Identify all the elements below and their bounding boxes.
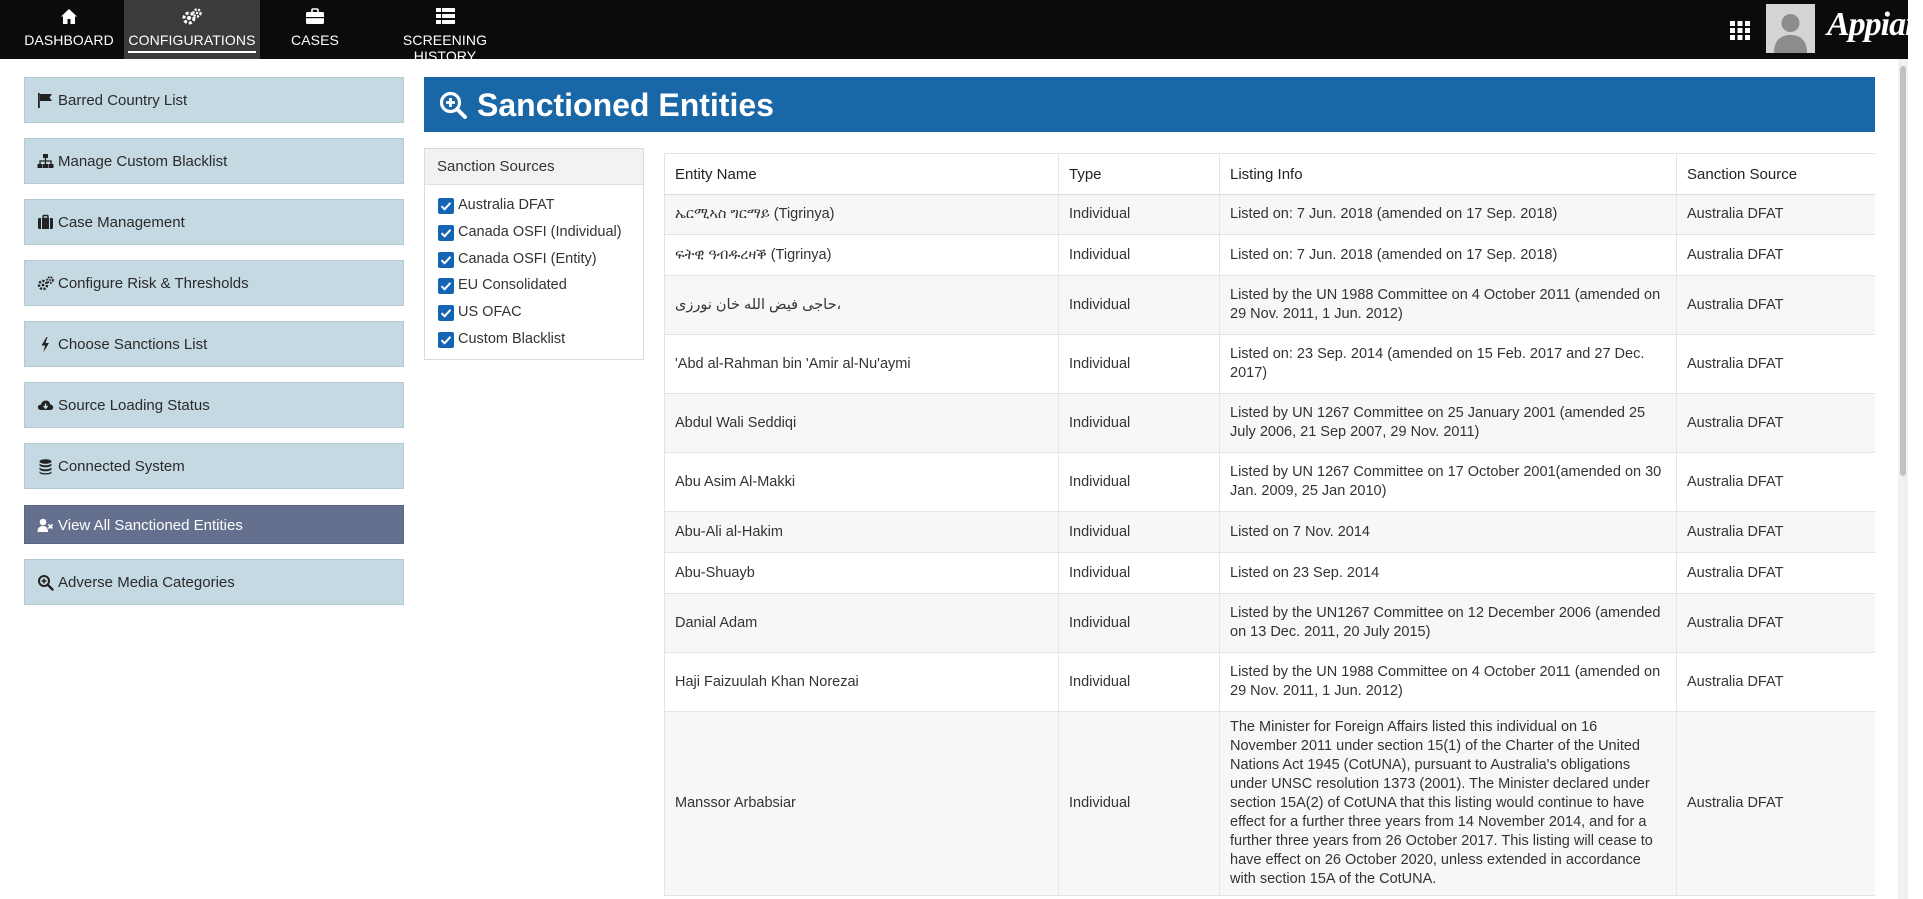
sanctioned-entities-grid xyxy=(664,153,1874,899)
cell-type: Individual xyxy=(1059,594,1220,653)
sidebar-item-label: Connected System xyxy=(58,458,185,475)
cell-sanction-source: Australia DFAT xyxy=(1677,512,1875,553)
cell-type: Individual xyxy=(1059,335,1220,394)
sitemap-icon xyxy=(37,153,54,170)
cell-entity-name: Manssor Arbabsiar xyxy=(665,712,1059,896)
cell-type: Individual xyxy=(1059,235,1220,276)
sidebar-item-label: Barred Country List xyxy=(58,92,188,109)
user-silhouette-icon xyxy=(1766,4,1815,53)
checkbox-checked-icon[interactable] xyxy=(438,198,454,214)
cell-entity-name: حاجی فیض الله خان نورزی، xyxy=(665,276,1059,335)
table-row[interactable] xyxy=(665,453,1875,512)
sidebar-item-label: Source Loading Status xyxy=(58,397,210,414)
nav-screening-history[interactable] xyxy=(372,0,518,64)
nav-configurations-label: CONFIGURATIONS xyxy=(128,32,255,53)
sidebar-item-source-loading-status[interactable] xyxy=(24,382,404,428)
list-icon xyxy=(372,8,518,30)
top-navigation-bar xyxy=(0,0,1923,64)
flag-icon xyxy=(37,92,54,109)
search-plus-icon xyxy=(37,574,54,591)
sidebar-item-configure-risk-thresholds[interactable] xyxy=(24,260,404,306)
sidebar-item-barred-country-list[interactable] xyxy=(24,77,404,123)
search-plus-icon xyxy=(438,90,468,120)
sidebar-item-adverse-media-categories[interactable] xyxy=(24,559,404,605)
cell-sanction-source: Australia DFAT xyxy=(1677,653,1875,712)
sidebar-item-label: View All Sanctioned Entities xyxy=(58,517,243,534)
user-times-icon xyxy=(37,517,54,534)
sidebar-item-label: Adverse Media Categories xyxy=(58,574,235,591)
column-header-sanction-source[interactable]: Sanction Source xyxy=(1677,154,1875,195)
filter-title: Sanction Sources xyxy=(437,158,555,175)
cell-entity-name: Abdul Wali Seddiqi xyxy=(665,394,1059,453)
appian-logo: Appian xyxy=(1827,6,1923,43)
page-header xyxy=(424,77,1875,132)
cell-entity-name: 'Abd al-Rahman bin 'Amir al-Nu'aymi xyxy=(665,335,1059,394)
cell-sanction-source: Australia DFAT xyxy=(1677,553,1875,594)
filter-header xyxy=(425,149,643,185)
cell-listing-info: Listed on: 7 Jun. 2018 (amended on 17 Sep. 2018) xyxy=(1220,195,1677,235)
table-row[interactable] xyxy=(665,394,1875,453)
sidebar-item-label: Manage Custom Blacklist xyxy=(58,153,228,170)
cell-type: Individual xyxy=(1059,453,1220,512)
cell-listing-info: Listed by the UN1267 Committee on 12 December 2006 (amended on 13 Dec. 2011, 20 July 2015) xyxy=(1220,594,1677,653)
cell-entity-name: ፍትዊ ዓብዱረዛቕ (Tigrinya) xyxy=(665,235,1059,276)
sidebar-item-connected-system[interactable] xyxy=(24,443,404,489)
cell-entity-name: Danial Adam xyxy=(665,594,1059,653)
column-header-entity-name[interactable]: Entity Name xyxy=(665,154,1059,195)
cloud-download-icon xyxy=(37,397,54,414)
checkbox-label: EU Consolidated xyxy=(458,277,567,293)
gears-icon xyxy=(37,275,54,292)
sidebar-item-case-management[interactable] xyxy=(24,199,404,245)
cell-type: Individual xyxy=(1059,394,1220,453)
cell-entity-name: Haji Faizuulah Khan Norezai xyxy=(665,653,1059,712)
cell-listing-info: Listed on 7 Nov. 2014 xyxy=(1220,512,1677,553)
cell-listing-info: Listed by the UN 1988 Committee on 4 October 2011 (amended on 29 Nov. 2011, 1 Jun. 2012) xyxy=(1220,276,1677,335)
page-scrollbar-thumb[interactable] xyxy=(1900,66,1906,476)
cell-sanction-source: Australia DFAT xyxy=(1677,712,1875,896)
cell-sanction-source: Australia DFAT xyxy=(1677,235,1875,276)
cell-listing-info: Listed on 23 Sep. 2014 xyxy=(1220,553,1677,594)
column-header-listing-info[interactable]: Listing Info xyxy=(1220,154,1677,195)
sidebar-item-label: Case Management xyxy=(58,214,185,231)
cell-type: Individual xyxy=(1059,195,1220,235)
cell-type: Individual xyxy=(1059,276,1220,335)
checkbox-label: US OFAC xyxy=(458,304,522,320)
suitcase-icon xyxy=(37,214,54,231)
gears-icon xyxy=(124,8,260,31)
cell-entity-name: Abu Asim Al-Makki xyxy=(665,453,1059,512)
nav-configurations[interactable] xyxy=(124,0,260,59)
cell-type: Individual xyxy=(1059,553,1220,594)
cell-listing-info: Listed by UN 1267 Committee on 25 January 2001 (amended 25 July 2006, 21 Sep 2007, 29 Nov. 2011) xyxy=(1220,394,1677,453)
bolt-icon xyxy=(37,336,54,353)
sidebar-item-label: Configure Risk & Thresholds xyxy=(58,275,249,292)
cell-type: Individual xyxy=(1059,653,1220,712)
app-grid-icon[interactable] xyxy=(1729,19,1751,41)
sidebar-item-choose-sanctions-list[interactable] xyxy=(24,321,404,367)
checkbox-label: Canada OSFI (Individual) xyxy=(458,224,622,240)
checkbox-checked-icon[interactable] xyxy=(438,252,454,268)
entities-table xyxy=(664,153,1875,896)
sanction-sources-filter xyxy=(424,148,644,360)
cell-listing-info: The Minister for Foreign Affairs listed this individual on 16 November 2011 under section 15(1) of the Charter of the United Nations Act 1945 (CotUNA), pursuant to Australia's obligations under UNSC resolution 1373 (2001). The Minister declared under section 15A(2) of CotUNA that this listing would continue to have effect for a further three years from 14 November 2014, and for a further three years from 26 October 2017. This listing will cease to have effect on 26 October 2020, unless extended in accordance with section 15A of the CotUNA. xyxy=(1220,712,1677,896)
checkbox-checked-icon[interactable] xyxy=(438,305,454,321)
column-header-type[interactable]: Type xyxy=(1059,154,1220,195)
table-row[interactable] xyxy=(665,594,1875,653)
checkbox-checked-icon[interactable] xyxy=(438,332,454,348)
table-row[interactable] xyxy=(665,653,1875,712)
checkbox-label: Canada OSFI (Entity) xyxy=(458,251,597,267)
cell-listing-info: Listed on: 7 Jun. 2018 (amended on 17 Sep. 2018) xyxy=(1220,235,1677,276)
sidebar-item-label: Choose Sanctions List xyxy=(58,336,208,353)
nav-cases-label: CASES xyxy=(291,32,339,48)
cell-entity-name: Abu-Ali al-Hakim xyxy=(665,512,1059,553)
nav-cases[interactable] xyxy=(270,0,360,59)
sidebar-item-manage-custom-blacklist[interactable] xyxy=(24,138,404,184)
user-avatar[interactable] xyxy=(1766,4,1815,53)
nav-dashboard[interactable] xyxy=(18,0,120,59)
checkbox-checked-icon[interactable] xyxy=(438,225,454,241)
home-icon xyxy=(18,8,120,30)
table-row[interactable] xyxy=(665,335,1875,394)
cell-sanction-source: Australia DFAT xyxy=(1677,394,1875,453)
nav-dashboard-label: DASHBOARD xyxy=(24,32,114,48)
cell-sanction-source: Australia DFAT xyxy=(1677,594,1875,653)
checkbox-label: Australia DFAT xyxy=(458,197,555,213)
cell-listing-info: Listed by UN 1267 Committee on 17 October 2001(amended on 30 Jan. 2009, 25 Jan 2010) xyxy=(1220,453,1677,512)
nav-screening-history-label: SCREENING HISTORY xyxy=(402,32,488,64)
table-header-row xyxy=(665,154,1875,195)
table-row[interactable] xyxy=(665,276,1875,335)
sidebar-item-view-all-sanctioned-entities[interactable] xyxy=(24,505,404,544)
table-row[interactable] xyxy=(665,235,1875,276)
database-icon xyxy=(37,458,54,475)
checkbox-label: Custom Blacklist xyxy=(458,331,566,347)
cell-type: Individual xyxy=(1059,512,1220,553)
cell-sanction-source: Australia DFAT xyxy=(1677,453,1875,512)
page-title: Sanctioned Entities xyxy=(477,87,774,123)
checkbox-checked-icon[interactable] xyxy=(438,278,454,294)
cell-sanction-source: Australia DFAT xyxy=(1677,335,1875,394)
cell-listing-info: Listed by the UN 1988 Committee on 4 October 2011 (amended on 29 Nov. 2011, 1 Jun. 2012) xyxy=(1220,653,1677,712)
cell-sanction-source: Australia DFAT xyxy=(1677,195,1875,235)
briefcase-icon xyxy=(270,8,360,30)
table-row[interactable] xyxy=(665,512,1875,553)
cell-listing-info: Listed on: 23 Sep. 2014 (amended on 15 Feb. 2017 and 27 Dec. 2017) xyxy=(1220,335,1677,394)
cell-entity-name: ኤርሚኣስ ግርማይ (Tigrinya) xyxy=(665,195,1059,235)
table-row[interactable] xyxy=(665,712,1875,896)
cell-type: Individual xyxy=(1059,712,1220,896)
cell-entity-name: Abu-Shuayb xyxy=(665,553,1059,594)
table-row[interactable] xyxy=(665,195,1875,235)
cell-sanction-source: Australia DFAT xyxy=(1677,276,1875,335)
table-row[interactable] xyxy=(665,553,1875,594)
